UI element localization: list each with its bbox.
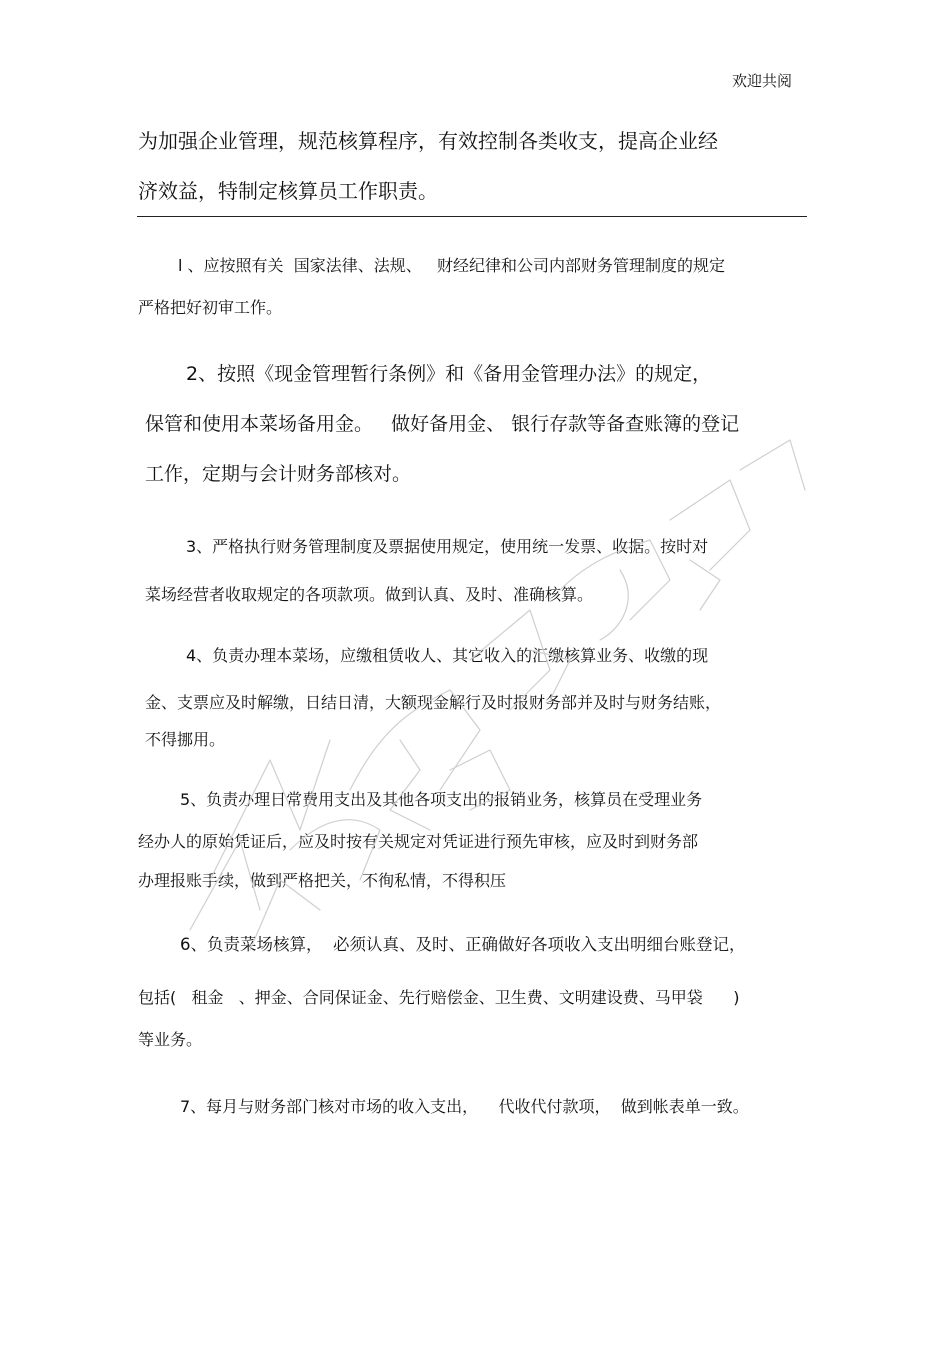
header-divider [137, 216, 807, 217]
item-4-line-1: 4、负责办理本菜场，应缴租赁收人、其它收入的汇缴核算业务、收缴的现 [186, 646, 709, 665]
item-6-line-3: 等业务。 [138, 1030, 203, 1049]
item-2-line-3: 工作，定期与会计财务部核对。 [145, 463, 412, 485]
item-5-line-3: 办理报账手续，做到严格把关，不徇私情，不得积压 [138, 871, 507, 890]
item-3-line-2: 菜场经营者收取规定的各项款项。做到认真、及时、准确核算。 [145, 585, 594, 604]
item-2-line-2: 保管和使用本菜场备用金。 做好备用金、 银行存款等备查账簿的登记 [145, 413, 740, 435]
intro-line-2: 济效益，特制定核算员工作职责。 [138, 179, 438, 203]
item-7-line-1: 7、每月与财务部门核对市场的收入支出， 代收代付款项， 做到帐表单一致。 [180, 1097, 749, 1116]
item-5-line-2: 经办人的原始凭证后，应及时按有关规定对凭证进行预先审核，应及时到财务部 [138, 832, 699, 851]
intro-line-1: 为加强企业管理，规范核算程序，有效控制各类收支，提高企业经 [138, 129, 718, 153]
item-4-line-2: 金、支票应及时解缴，日结日清，大额现金解行及时报财务部并及时与财务结账， [145, 693, 722, 712]
item-1-line-1: l 、应按照有关 国家法律、法规、 财经纪律和公司内部财务管理制度的规定 [178, 256, 725, 275]
item-5-line-1: 5、负责办理日常费用支出及其他各项支出的报销业务，核算员在受理业务 [180, 790, 703, 809]
item-3-line-1: 3、严格执行财务管理制度及票据使用规定，使用统一发票、收据。按时对 [186, 537, 709, 556]
header-note: 欢迎共阅 [732, 72, 793, 90]
item-4-line-3: 不得挪用。 [145, 730, 226, 749]
item-1-line-2: 严格把好初审工作。 [138, 298, 283, 317]
item-6-line-1: 6、负责菜场核算， 必须认真、及时、正确做好各项收入支出明细台账登记， [180, 935, 746, 954]
item-6-line-2: 包括( 租金 、押金、合同保证金、先行赔偿金、卫生费、文明建设费、马甲袋 ) [138, 988, 740, 1007]
item-2-line-1: 2、按照《现金管理暂行条例》和《备用金管理办法》的规定， [186, 363, 712, 385]
